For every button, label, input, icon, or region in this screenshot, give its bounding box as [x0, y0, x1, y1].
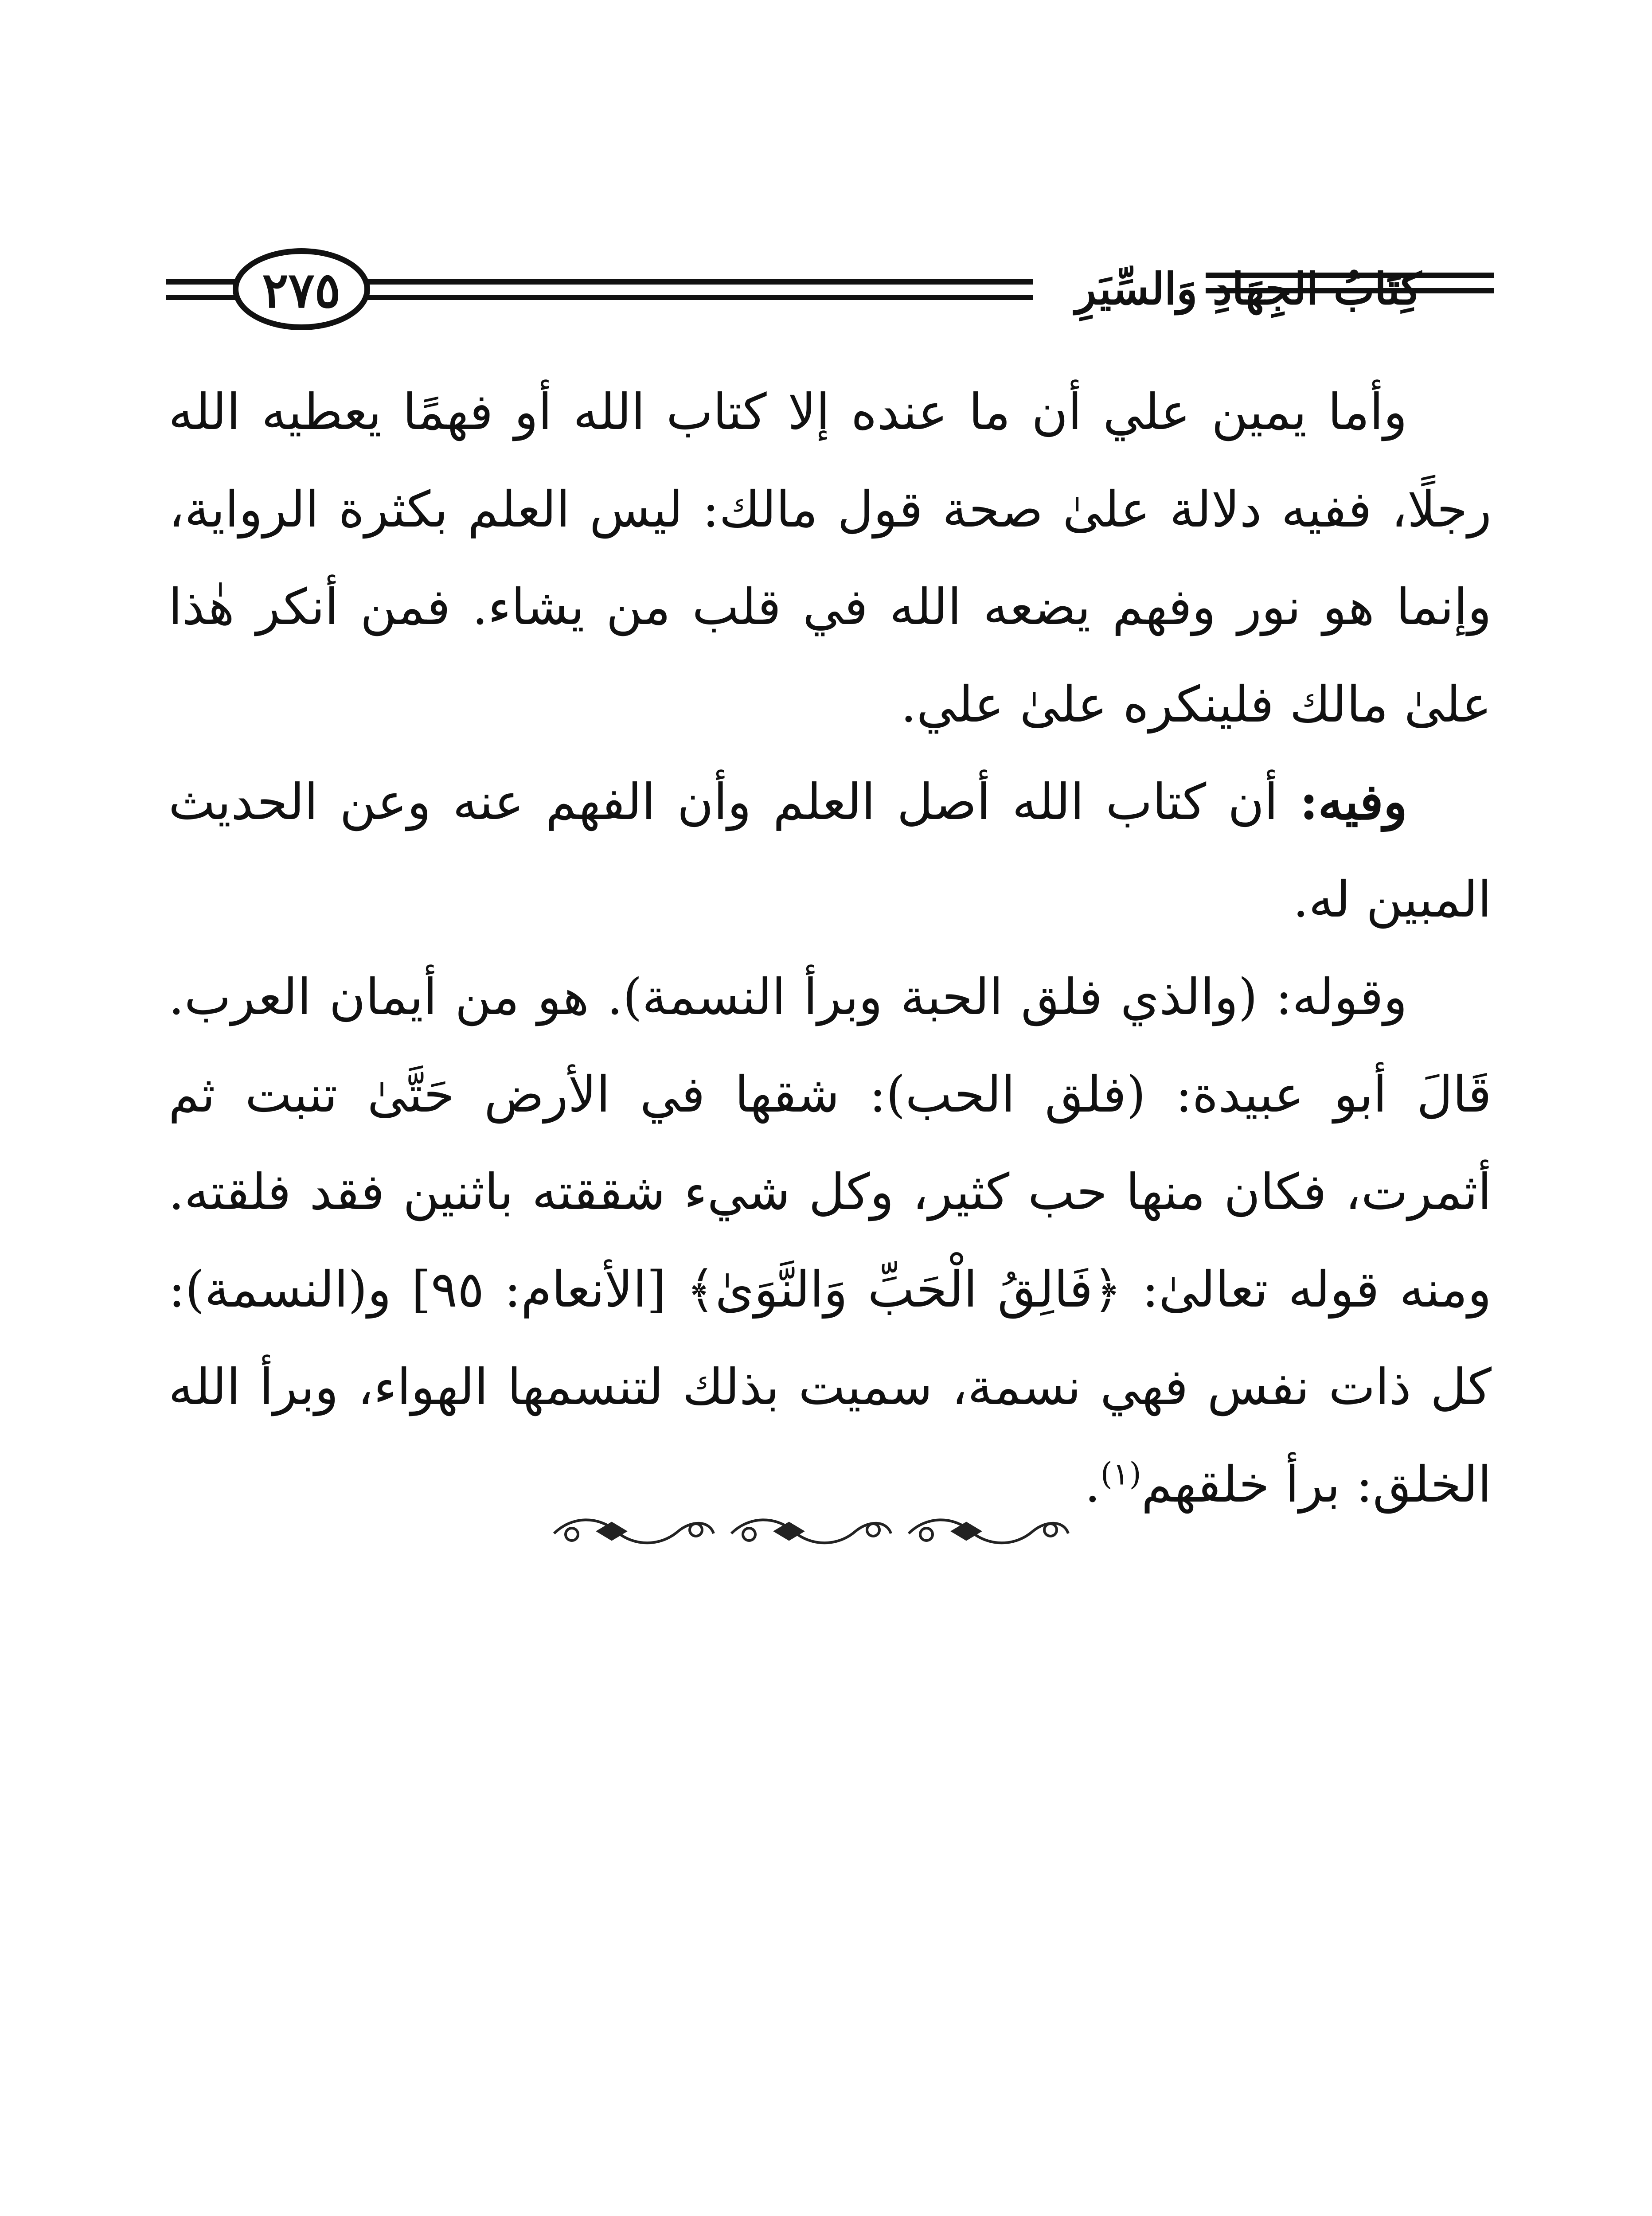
paragraph-2-text: أن كتاب الله أصل العلم وأن الفهم عنه وعن الحديث المبين له.	[168, 773, 1492, 929]
paragraph-2	[168, 753, 1492, 948]
main-text	[168, 363, 1492, 1533]
header-rule-left-bottom	[166, 295, 237, 300]
page-number: ٢٧٥	[262, 261, 341, 319]
header-rule-middle-top	[363, 279, 1033, 285]
header-rule-left-top	[166, 279, 237, 285]
running-header-title: كِتَابُ الجِهَادِ وَالسِّيَرِ	[1075, 264, 1422, 315]
paragraph-1: وأما يمين علي أن ما عنده إلا كتاب الله أو فهمًا يعطيه الله رجلًا، ففيه دلالة علىٰ صحة قول مالك: ليس العلم بكثرة الرواية، وإنما هو نور وفهم يضعه الله في قلب من يشاء. فمن أنكر هٰذا علىٰ مالك فلينكره علىٰ علي.	[168, 383, 1492, 733]
header-rule-middle-bottom	[363, 295, 1033, 300]
decorative-divider-icon	[545, 1507, 1077, 1556]
paragraph-3	[168, 948, 1492, 1533]
paragraph-3-text: وقوله: (والذي فلق الحبة وبرأ النسمة). هو من أيمان العرب. قَالَ أبو عبيدة: (فلق الحب): شقها في الأرض حَتَّىٰ تنبت ثم أثمرت، فكان منها حب كثير، وكل شيء شققته باثنين فقد فلقته. ومنه قوله تعالىٰ: ﴿فَالِقُ الْحَبِّ وَالنَّوَىٰ﴾ [الأنعام: ٩٥] و(النسمة): كل ذات نفس فهي نسمة، سميت بذلك لتنسمها الهواء، وبرأ الله الخلق: برأ خلقهم	[168, 968, 1492, 1514]
paragraph-3-end: .	[1084, 1456, 1101, 1514]
paragraph-2-lead: وفيه:	[1300, 773, 1407, 831]
footnote-reference: (١)	[1100, 1455, 1141, 1492]
